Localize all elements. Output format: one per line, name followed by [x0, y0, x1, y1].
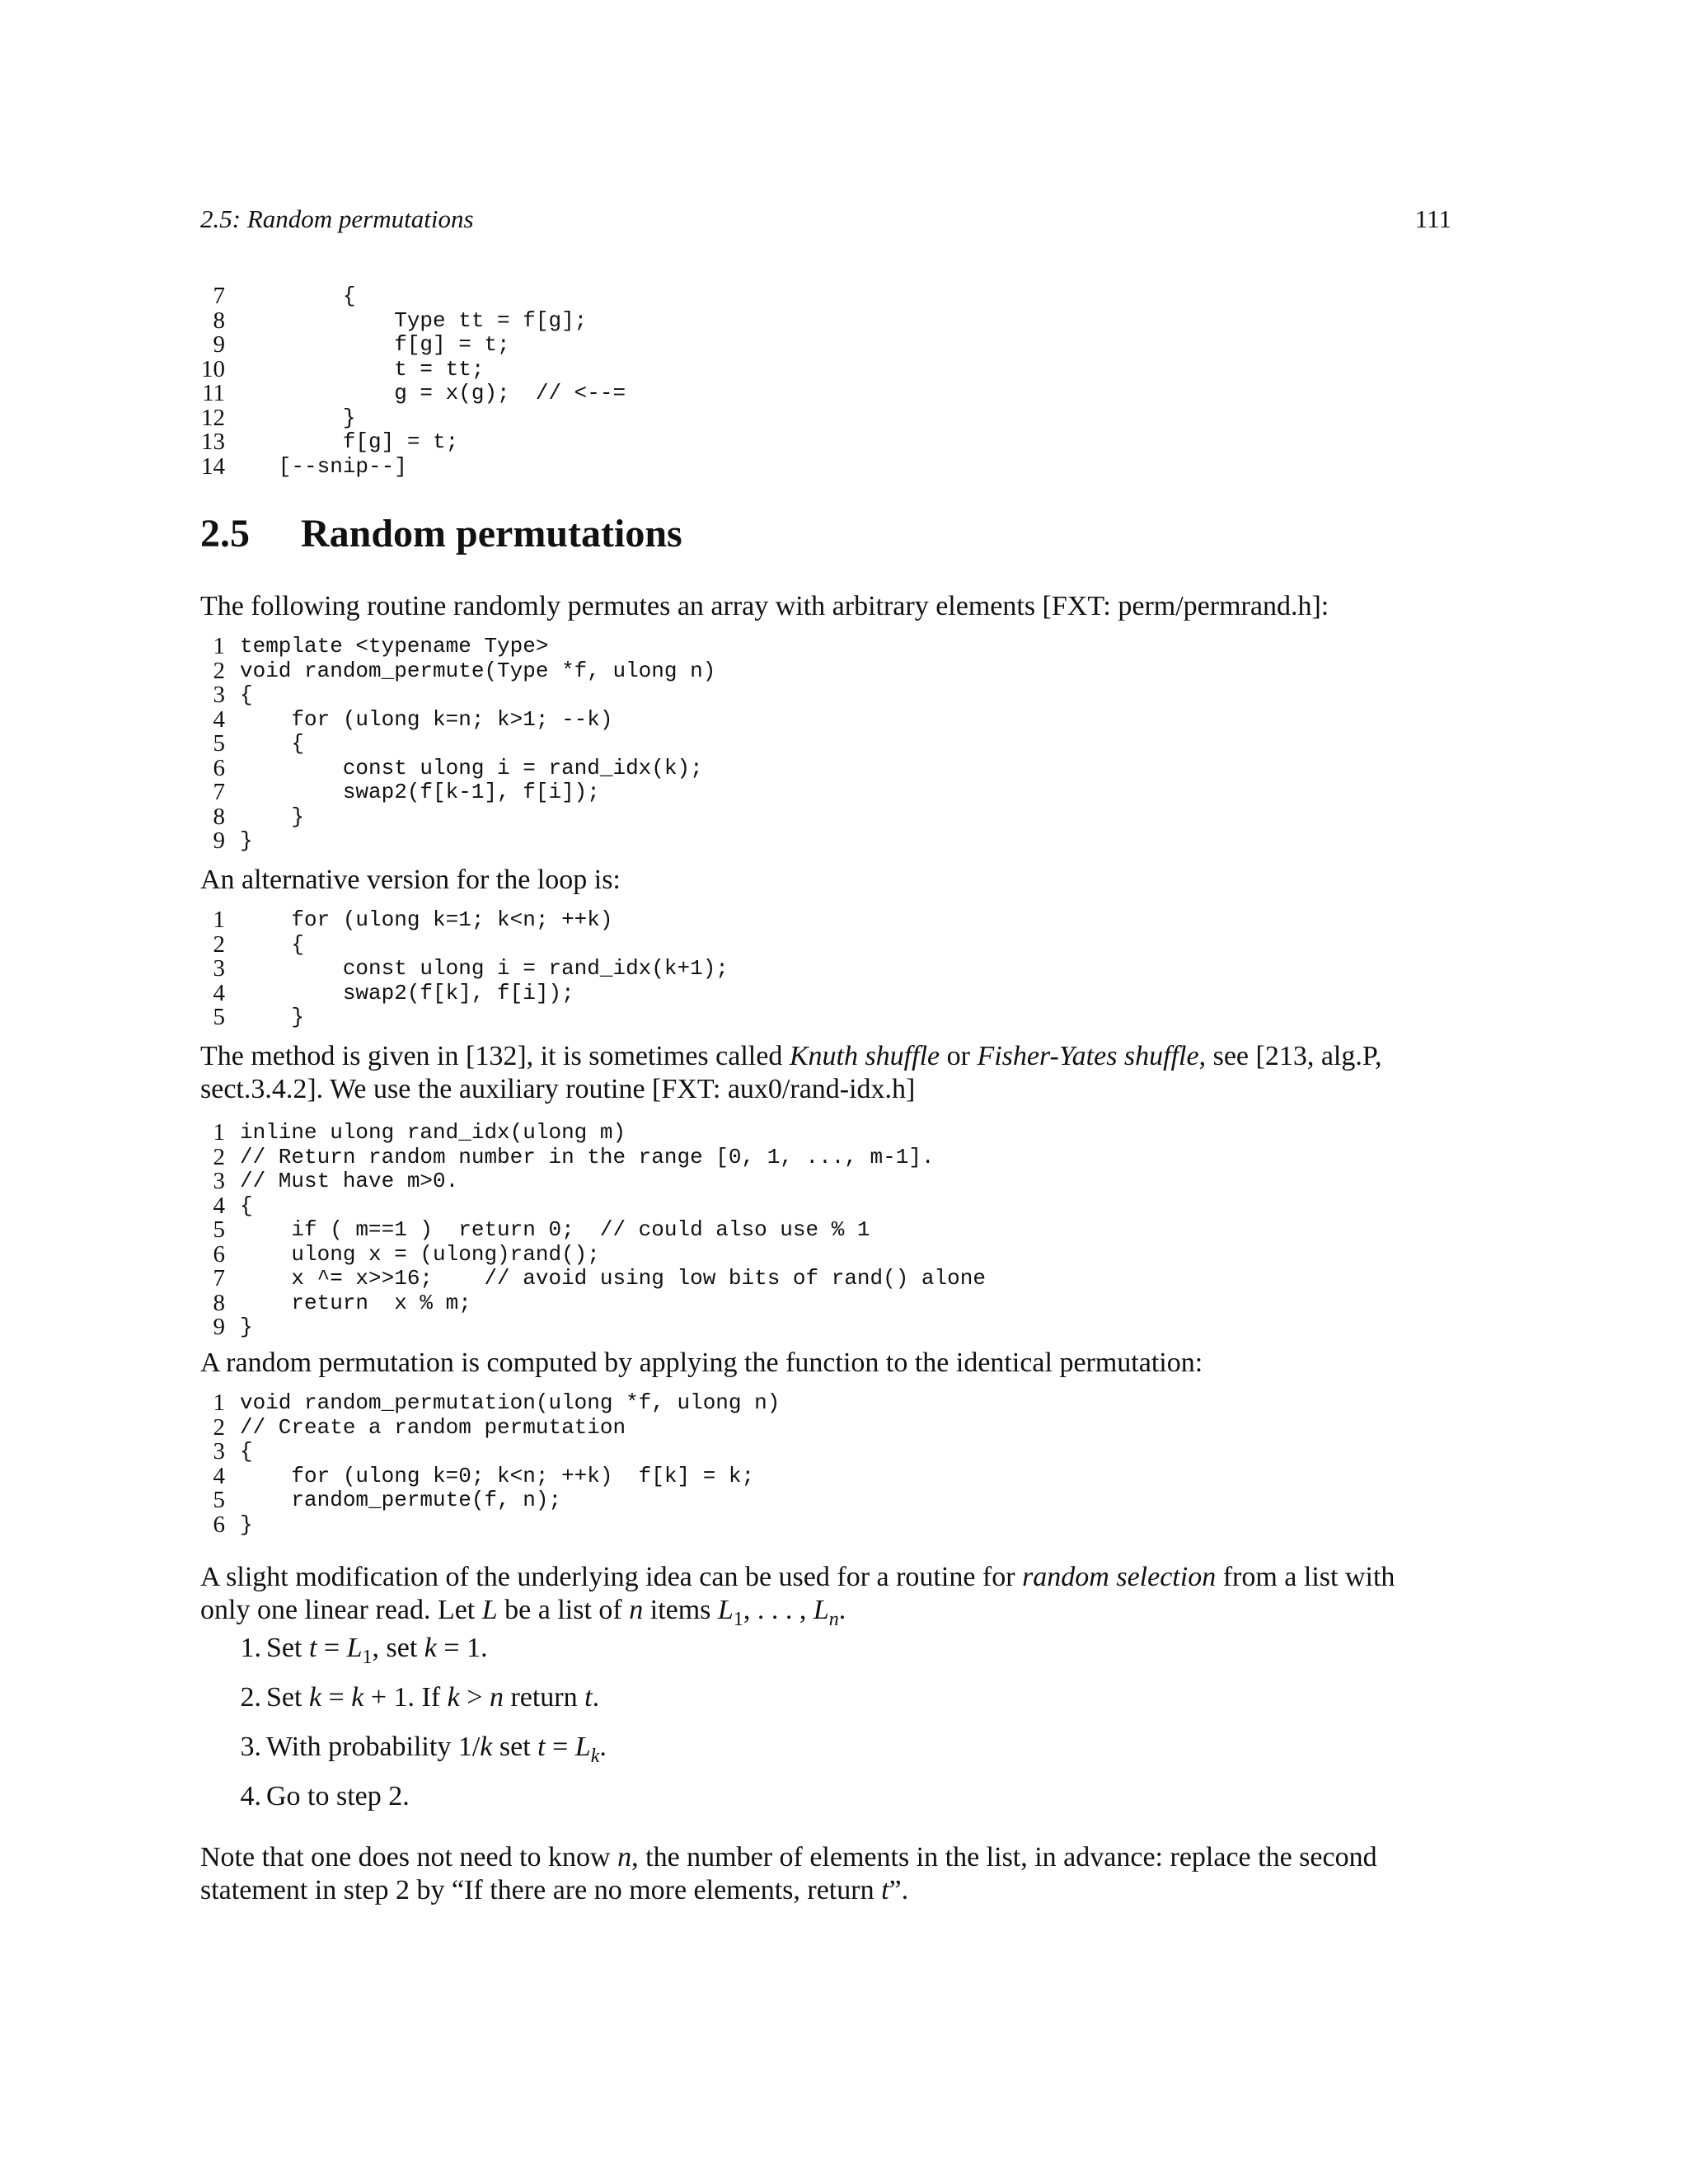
var-n: n	[629, 1595, 644, 1625]
line-number: 5	[213, 1216, 225, 1243]
code-line	[200, 1267, 1451, 1291]
code-text: // Create a random permutation	[240, 1414, 626, 1440]
code-text: {	[240, 931, 305, 957]
selection-period: .	[838, 1595, 846, 1625]
line-number: 5	[213, 730, 225, 757]
code-line	[200, 1169, 1451, 1194]
selection-dots: , . . . ,	[743, 1595, 814, 1625]
selection-text-a: A slight modification of the underlying idea can be used for a routine for	[200, 1562, 1023, 1592]
line-number: 1	[213, 1390, 225, 1416]
sub-1: 1	[733, 1608, 743, 1630]
paragraph-permutation: A random permutation is computed by applying the function to the identical permutation:	[200, 1347, 1203, 1378]
code-line	[200, 908, 1451, 933]
line-number: 3	[213, 1168, 225, 1194]
code-line	[200, 659, 1451, 684]
code-text: swap2(f[k-1], f[i]);	[240, 780, 600, 804]
code-listing-random-permutation	[200, 1391, 1451, 1537]
line-number: 2	[213, 657, 225, 684]
code-line	[200, 979, 1451, 1006]
code-line	[200, 829, 1451, 854]
paragraph-intro: The following routine randomly permutes an array with arbitrary elements [FXT: perm/permrand.h]:	[200, 591, 1329, 621]
code-text: if ( m==1 ) return 0; // could also use % 1	[240, 1217, 870, 1242]
code-line	[200, 705, 1451, 733]
line-number: 6	[213, 1511, 225, 1538]
code-text: template <typename Type>	[240, 634, 549, 658]
line-number: 9	[213, 827, 225, 854]
code-line	[200, 732, 1451, 757]
code-text: t = tt;	[240, 356, 485, 382]
code-listing-alternative-loop	[200, 908, 1451, 1030]
note-text-b: , the number of elements in the list, in advance: replace the second statement in step 2 by “If there are no more elements, return	[200, 1842, 1377, 1905]
line-number: 5	[213, 1004, 225, 1030]
code-text: }	[240, 1315, 253, 1339]
code-text: return x % m;	[240, 1290, 471, 1315]
line-number: 6	[213, 1240, 225, 1268]
line-number: 3	[213, 1438, 225, 1465]
note-text-c: ”.	[889, 1875, 909, 1905]
paragraph-selection	[200, 1561, 1451, 1630]
list-item	[200, 1681, 1451, 1731]
code-text: }	[240, 828, 253, 853]
code-line	[200, 382, 1451, 406]
code-text: // Return random number in the range [0, 1, ..., m-1].	[240, 1144, 935, 1169]
code-line	[200, 333, 1451, 358]
code-line	[200, 1440, 1451, 1465]
step-number: 4.	[240, 1781, 261, 1811]
note-text-a: Note that one does not need to know	[200, 1842, 618, 1872]
knuth-shuffle-term: Knuth shuffle	[789, 1041, 940, 1071]
code-line	[200, 930, 1451, 958]
code-text: f[g] = t;	[240, 332, 510, 357]
list-item	[200, 1731, 1451, 1780]
code-line	[200, 805, 1451, 830]
paragraph-method	[200, 1040, 1451, 1106]
code-text: {	[240, 731, 305, 756]
code-text: f[g] = t;	[240, 429, 459, 454]
code-text: // Must have m>0.	[240, 1169, 459, 1193]
code-line	[200, 1240, 1451, 1268]
step-number: 1.	[240, 1633, 261, 1663]
line-number: 4	[213, 979, 225, 1006]
sub-n: n	[828, 1608, 839, 1630]
selection-text-c: be a list of	[497, 1595, 630, 1625]
code-line	[200, 406, 1451, 431]
section-heading	[200, 511, 1451, 557]
step-text: Go to step 2.	[266, 1781, 410, 1811]
var-L: L	[481, 1595, 498, 1625]
code-text: swap2(f[k], f[i]);	[240, 980, 574, 1005]
code-text: for (ulong k=1; k<n; ++k)	[240, 907, 613, 932]
var-Ln: L	[813, 1595, 829, 1625]
paragraph-note	[200, 1841, 1451, 1907]
step-number: 2.	[240, 1682, 261, 1713]
code-line	[200, 355, 1451, 382]
list-item	[200, 1632, 1451, 1681]
code-line	[200, 284, 1451, 309]
code-line	[200, 635, 1451, 659]
step-number: 3.	[240, 1732, 261, 1762]
line-number: 2	[213, 930, 225, 958]
line-number: 9	[213, 1314, 225, 1340]
step-text: With probability 1/k set $t = L_k$.	[266, 1732, 607, 1767]
code-text: for (ulong k=n; k>1; --k)	[240, 706, 613, 732]
line-number: 7	[213, 1265, 225, 1291]
code-line	[200, 430, 1451, 455]
line-number: 7	[213, 779, 225, 805]
code-text: {	[240, 1439, 253, 1464]
code-line	[200, 309, 1451, 334]
code-text: ulong x = (ulong)rand();	[240, 1241, 600, 1267]
line-number: 14	[201, 452, 225, 480]
line-number: 8	[213, 1289, 225, 1316]
code-line	[200, 452, 1451, 480]
code-text: inline ulong rand_idx(ulong m)	[240, 1120, 626, 1145]
code-line	[200, 683, 1451, 708]
step-text: Set $t = L_1$, set k = 1.	[266, 1633, 488, 1668]
code-text: }	[240, 804, 305, 829]
running-title: 2.5: Random permutations	[200, 204, 474, 233]
code-text: const ulong i = rand_idx(k);	[240, 755, 703, 780]
code-text: Type tt = f[g];	[240, 307, 588, 333]
list-item	[200, 1780, 1451, 1830]
code-text: x ^= x>>16; // avoid using low bits of rand() alone	[240, 1266, 986, 1291]
method-text-a: The method is given in [132], it is sometimes called	[200, 1041, 790, 1071]
code-line	[200, 1513, 1451, 1538]
code-line	[200, 754, 1451, 781]
line-number: 7	[213, 283, 225, 309]
code-line	[200, 1391, 1451, 1416]
code-text: {	[240, 1193, 253, 1218]
code-listing-rand-idx	[200, 1121, 1451, 1340]
line-number: 8	[213, 307, 225, 334]
section-number: 2.5	[200, 512, 250, 555]
step-text: Set k = k + 1. If k > n return t.	[266, 1682, 600, 1713]
code-line	[200, 957, 1451, 982]
page-number: 111	[1414, 204, 1451, 233]
code-listing-swap-loop	[200, 284, 1451, 479]
line-number: 1	[213, 1119, 225, 1146]
line-number: 4	[213, 1192, 225, 1219]
code-text: }	[240, 1005, 305, 1029]
code-line	[200, 1462, 1451, 1489]
code-text: }	[240, 405, 356, 430]
var-n: n	[617, 1842, 632, 1872]
code-text: void random_permute(Type *f, ulong n)	[240, 658, 716, 683]
selection-steps-list	[200, 1632, 1451, 1830]
line-number: 9	[213, 331, 225, 358]
code-text: const ulong i = rand_idx(k+1);	[240, 956, 729, 981]
line-number: 10	[201, 355, 225, 382]
line-number: 13	[201, 429, 225, 455]
selection-text-d: items	[643, 1595, 718, 1625]
paragraph-alternative: An alternative version for the loop is:	[200, 865, 621, 895]
code-line	[200, 1315, 1451, 1340]
line-number: 12	[201, 404, 225, 431]
line-number: 3	[213, 955, 225, 982]
code-listing-random-permute	[200, 635, 1451, 854]
code-text: for (ulong k=0; k<n; ++k) f[k] = k;	[240, 1463, 755, 1488]
line-number: 6	[213, 754, 225, 781]
code-text: void random_permutation(ulong *f, ulong n)	[240, 1390, 781, 1415]
line-number: 3	[213, 682, 225, 708]
random-selection-term: random selection	[1022, 1562, 1217, 1592]
line-number: 4	[213, 1462, 225, 1489]
section-title: Random permutations	[301, 512, 682, 555]
page-header	[200, 204, 1451, 241]
line-number: 2	[213, 1143, 225, 1170]
code-text: {	[240, 284, 356, 308]
code-line	[200, 1194, 1451, 1219]
line-number: 4	[213, 705, 225, 733]
code-line	[200, 780, 1451, 805]
code-text: {	[240, 682, 253, 707]
fisher-yates-term: Fisher-Yates shuffle	[977, 1041, 1199, 1071]
code-line	[200, 1143, 1451, 1170]
code-line	[200, 1005, 1451, 1030]
code-line	[200, 1218, 1451, 1243]
code-line	[200, 1413, 1451, 1441]
line-number: 1	[213, 633, 225, 659]
method-text-c: , see [213, alg.P, sect.3.4.2]. We use the auxiliary routine [FXT: aux0/rand-idx.h]	[200, 1041, 1382, 1104]
code-line	[200, 1291, 1451, 1316]
code-line	[200, 1121, 1451, 1146]
code-text: [--snip--]	[240, 453, 407, 479]
var-L1: L	[717, 1595, 734, 1625]
code-text: random_permute(f, n);	[240, 1488, 562, 1512]
selection-text-b: from a list with only one linear read. Let	[200, 1562, 1395, 1625]
line-number: 5	[213, 1487, 225, 1513]
line-number: 11	[202, 380, 225, 406]
method-text-b: or	[940, 1041, 978, 1071]
line-number: 8	[213, 803, 225, 830]
code-line	[200, 1488, 1451, 1513]
line-number: 1	[213, 907, 225, 933]
code-text: }	[240, 1511, 253, 1537]
var-t: t	[881, 1875, 889, 1905]
code-text: g = x(g); // <--=	[240, 381, 626, 405]
line-number: 2	[213, 1413, 225, 1441]
